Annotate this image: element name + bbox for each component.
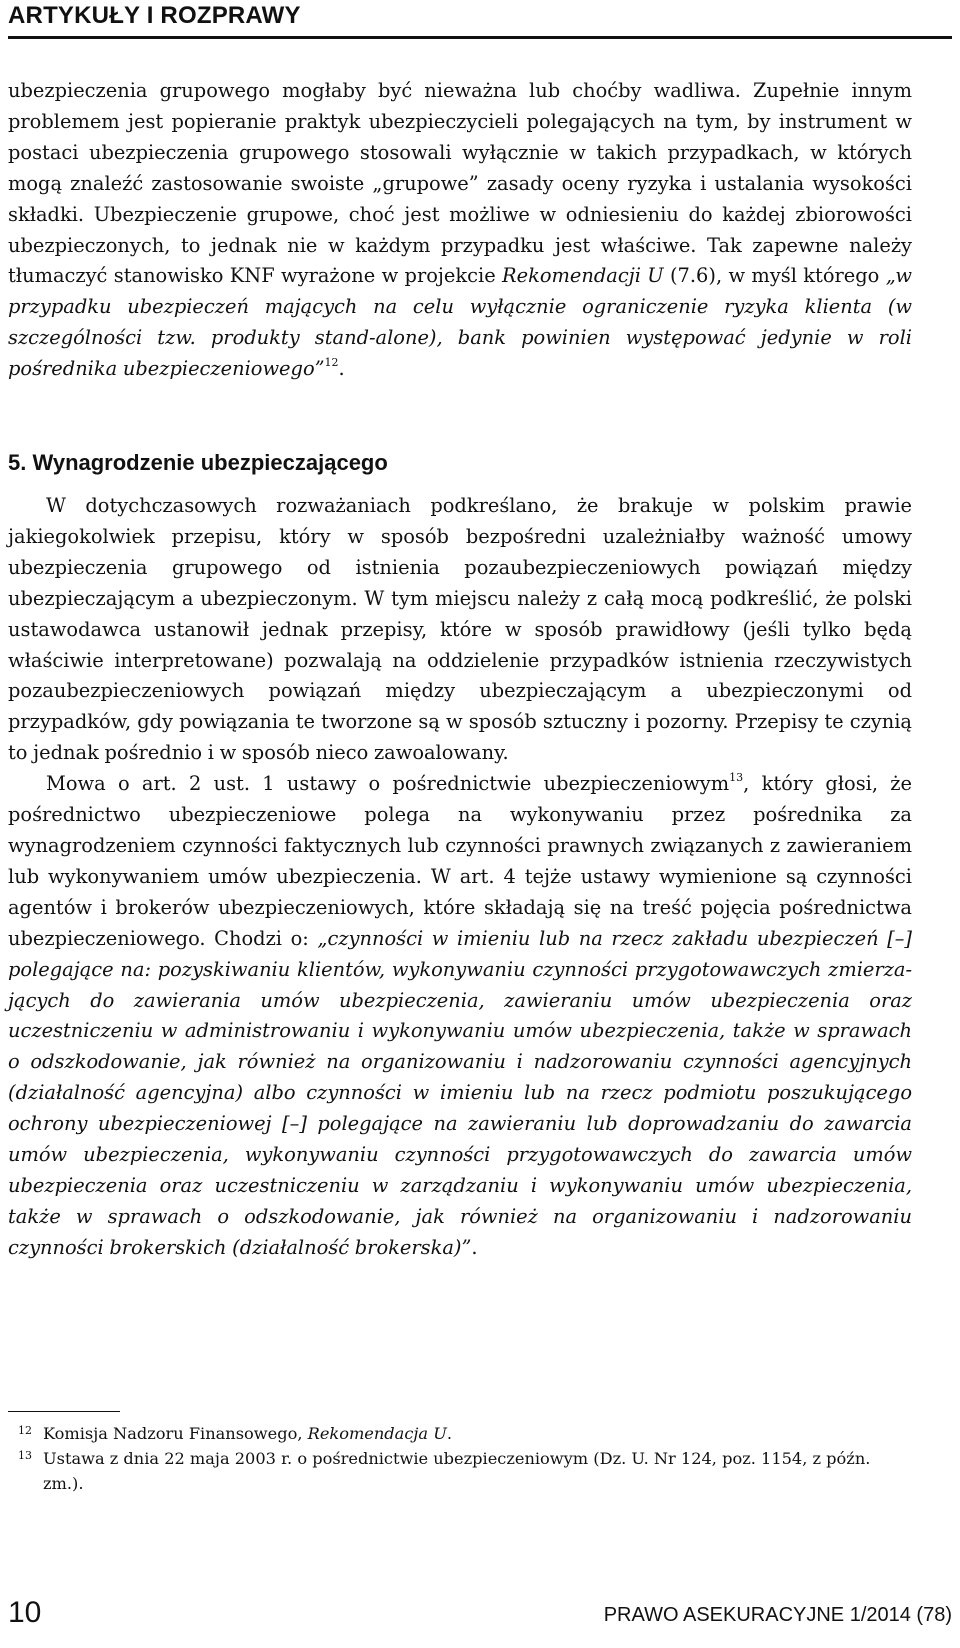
header-rule	[8, 36, 952, 39]
paragraph-3-end: .	[471, 1235, 478, 1259]
footnote-title: Rekomendacja U	[307, 1424, 447, 1443]
section-5-body	[8, 491, 912, 1264]
paragraph-1-text-a: ubezpieczenia grupowego mogłaby być nieważna lub choćby wadliwa. Zupełnie innym problemem jest popieranie praktyk ubezpieczycieli polegających na tym, by instrument w postaci ubezpieczenia grupowego stosowali wyłącznie w takich przypadkach, w których mogą znaleźć zastosowanie swoiste „grupowe” zasady oceny ryzyka i ustalania wysokości składki. Ubezpieczenie grupowe, choć jest możliwe w odniesieniu do każdej zbiorowości ubezpieczonych, to jednak nie w każdym przypadku jest właściwe. Tak zapewne należy tłumaczyć stanowisko KNF wyrażone w projekcie	[8, 79, 912, 288]
paragraph-1	[8, 76, 912, 385]
paragraph-1-end: .	[338, 357, 345, 381]
footnote-text: Komisja Nadzoru Finansowego,	[43, 1424, 308, 1443]
footnote-text: Ustawa z dnia 22 maja 2003 r. o pośrednictwie ubezpieczeniowym (Dz. U. Nr 124, poz. 1154, z późn. zm.).	[43, 1449, 871, 1493]
paragraph-1-ref-title: Rekomendacji U	[502, 264, 664, 288]
footnote-ref-13: 13	[729, 771, 744, 785]
footnote-end: .	[446, 1424, 452, 1443]
journal-name: PRAWO ASEKURACYJNE 1/2014 (78)	[603, 1604, 952, 1626]
footnote-13	[8, 1446, 912, 1496]
paragraph-1-quote: „w przypadku ubezpieczeń mających na celu wyłącznie ograniczenie ryzyka klienta (w szczególności tzw. produkty stand-alone), bank powinien występować jedynie w roli pośrednika ubezpieczeniowego”	[8, 264, 912, 381]
paragraph-3-quote: „czynności w imieniu lub na rzecz zakładu ubezpieczeń [–] polegające na: pozyskiwaniu klientów, wykonywaniu czynności przygotowawczych zmierzających do zawierania umów ubezpieczenia, zawieraniu umów ubezpieczenia oraz uczestniczeniu w administrowaniu i wykonywaniu umów ubezpieczenia, także w sprawach o odszkodowanie, jak również na organizowaniu i nadzorowaniu czynności agencyjnych (działalność agencyjna) albo czynności w imieniu lub na rzecz podmiotu poszukującego ochrony ubezpieczeniowej [–] polegające na zawieraniu lub doprowadzaniu do zawarcia umów ubezpieczenia, wykonywaniu czynności przygotowawczych do zawarcia umów ubezpieczenia oraz uczestniczeniu w zarządzaniu i wykonywaniu umów ubezpieczenia, także w sprawach o odszkodowanie, jak również na organizowaniu i nadzorowaniu czynności brokerskich (działalność brokerska)”	[8, 926, 913, 1259]
paragraph-3-text-c: , który głosi, że pośrednictwo ubezpieczeniowe polega na wykonywaniu przez pośrednika za wynagrodzeniem czynności faktycznych lub czynności prawnych związanych z zawieraniem lub wykonywaniem umów ubezpieczenia. W art. 4 tejże ustawy wymienione są czynności agentów i brokerów ubezpieczeniowych, które składają się na treść pojęcia pośrednictwa ubezpieczeniowego. Chodzi o:	[8, 772, 912, 950]
paragraph-3	[8, 769, 912, 1264]
footnote-number: 13	[18, 1449, 32, 1462]
footnote-ref-12: 12	[324, 356, 339, 370]
footnote-12	[8, 1421, 912, 1446]
paragraph-2: W dotychczasowych rozważaniach podkreślano, że brakuje w polskim prawie jakiegokolwiek przepisu, który w sposób bezpośredni uzależniałby ważność umowy ubezpieczenia grupowego od istnienia pozaubezpieczeniowych powiązań między ubezpieczającym a ubezpieczonym. W tym miejscu należy z całą mocą podkreślić, że polski ustawodawca ustanowił jednak przepisy, które w sposób prawidłowy (jeśli tylko będą właściwie interpretowane) pozwalają na oddzielenie przypadków istnienia rzeczywistych pozaubezpieczeniowych powiązań między ubezpieczającym a ubezpieczonymi od przypadków, gdy powiązania te tworzone są w sposób sztuczny i pozorny. Przepisy te czynią to jednak pośrednio i w sposób nieco zawoalowany.	[8, 494, 912, 765]
section-5-heading: 5. Wynagrodzenie ubezpieczającego	[8, 450, 388, 475]
footnote-number: 12	[18, 1424, 32, 1437]
page-number: 10	[8, 1596, 42, 1629]
section-header: ARTYKUŁY I ROZPRAWY	[8, 2, 301, 29]
footnotes	[8, 1421, 912, 1496]
paragraph-3-text-a: Mowa o art. 2 ust. 1 ustawy o pośrednictwie ubezpieczeniowym	[46, 772, 730, 796]
footnote-rule	[8, 1411, 120, 1412]
paragraph-1-text-c: (7.6), w myśl którego	[663, 264, 886, 288]
